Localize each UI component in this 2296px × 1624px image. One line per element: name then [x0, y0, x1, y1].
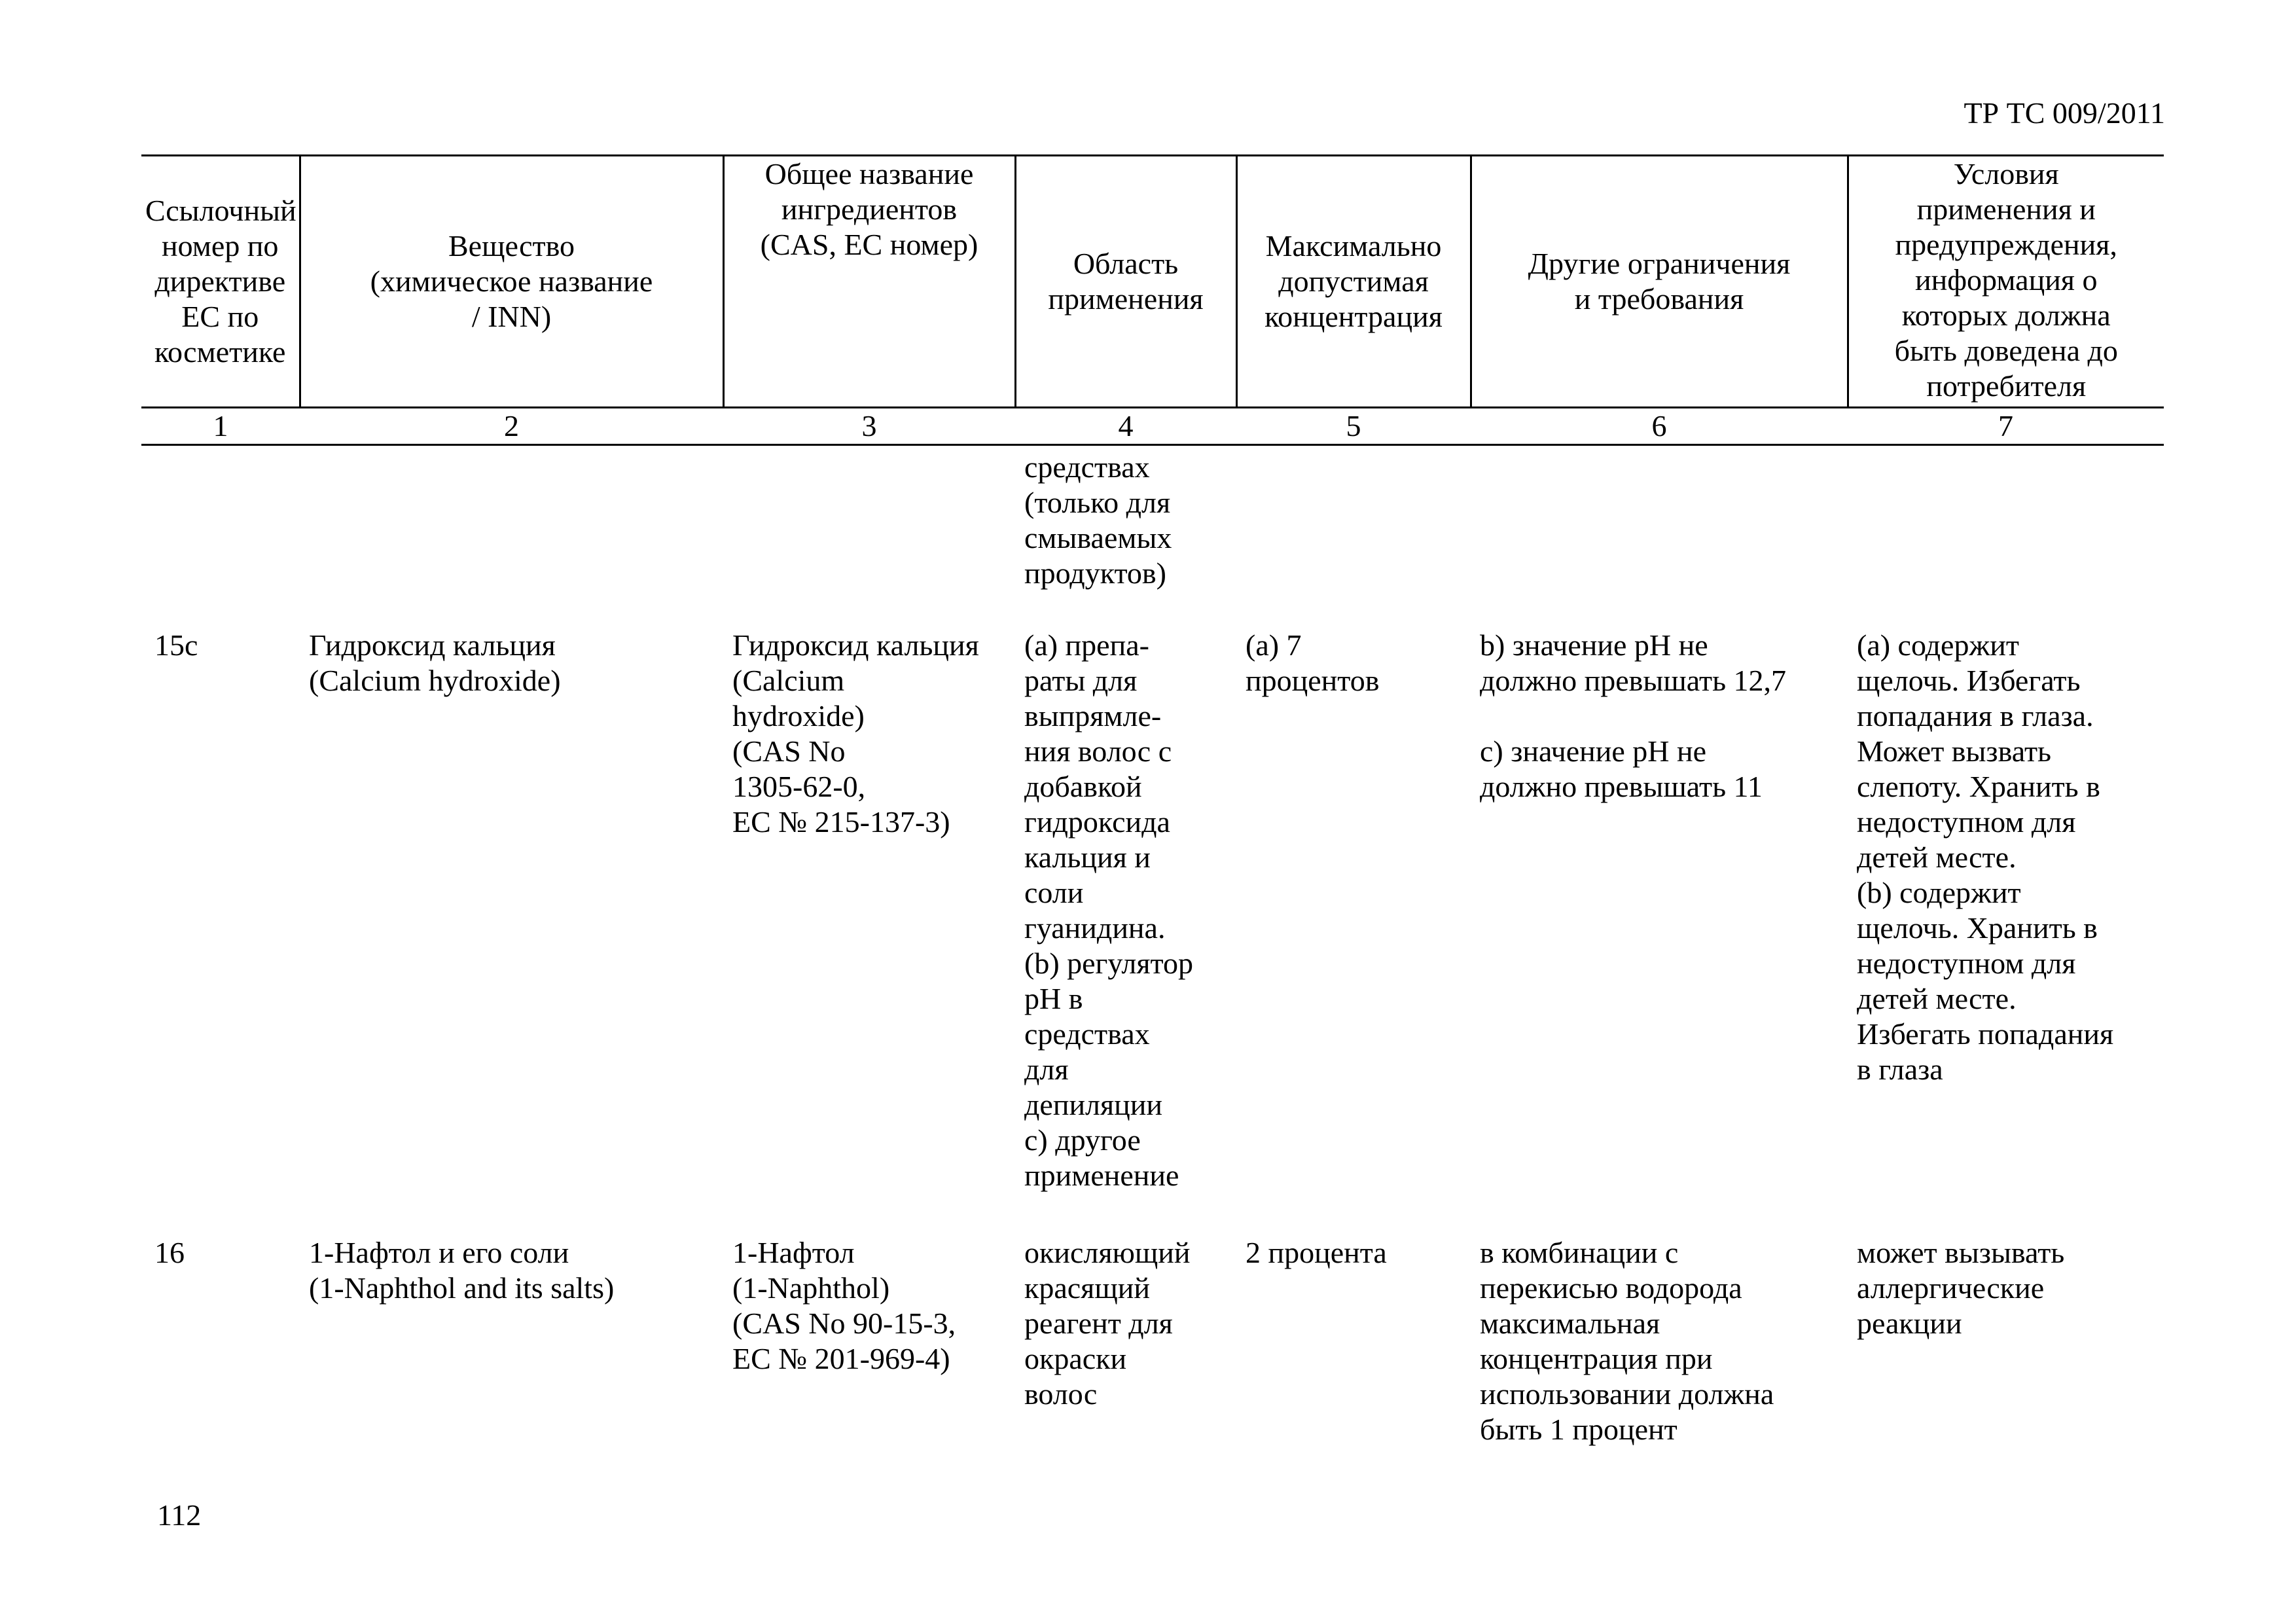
column-number: 5: [1236, 408, 1471, 445]
column-number: 3: [723, 408, 1015, 445]
area-cell: (а) препа- раты для выпрямле- ния волос с добавкой гидроксида кальция и соли гуанидина. (b) регулятор pH в средствах для депиляции с) другое применение: [1024, 628, 1194, 1192]
table-row: [141, 623, 2164, 1230]
other-restrictions-cell: b) значение pH не должно превышать 12,7 с) значение pH не должно превышать 11: [1480, 628, 1787, 803]
page-number: 112: [157, 1498, 202, 1532]
area-cell: окисляющий красящий реагент для окраски волос: [1024, 1236, 1191, 1411]
header-substance: Вещество (химическое название / INN): [300, 156, 723, 408]
substances-table: [141, 154, 2164, 1447]
column-number: 1: [141, 408, 300, 445]
max-concentration-cell: 2 процента: [1246, 1236, 1387, 1269]
header-max-concentration: Максимально допустимая концентрация: [1236, 156, 1471, 408]
column-number: 4: [1015, 408, 1236, 445]
continuation-row: [141, 445, 2164, 607]
ref-number-cell: 15с: [154, 628, 198, 662]
table-row: [141, 1230, 2164, 1447]
max-concentration-cell: (а) 7 процентов: [1246, 628, 1380, 697]
column-number: 6: [1471, 408, 1848, 445]
ref-number-cell: 16: [154, 1236, 185, 1269]
other-restrictions-cell: в комбинации с перекисью водорода максимальная концентрация при использовании должна быть 1 процент: [1480, 1236, 1774, 1446]
header-other-restrictions: Другие ограничения и требования: [1471, 156, 1848, 408]
header-ref-number: Ссылочный номер по директиве ЕС по косметике: [141, 156, 300, 408]
continuation-area-cell: средствах (только для смываемых продуктов): [1024, 450, 1172, 590]
substance-cell: Гидроксид кальция (Calcium hydroxide): [309, 628, 561, 697]
conditions-cell: (а) содержит щелочь. Избегать попадания в глаза. Может вызвать слепоту. Хранить в недоступном для детей месте. (b) содержит щелочь. Хранить в недоступном для детей месте. Избегать попадания в глаза: [1857, 628, 2114, 1086]
header-ingredient: Общее название ингредиентов (CAS, ЕС номер): [723, 156, 1015, 408]
substance-cell: 1-Нафтол и его соли (1-Naphthol and its salts): [309, 1236, 615, 1305]
document-code: ТР ТС 009/2011: [1964, 96, 2165, 130]
header-area: Область применения: [1015, 156, 1236, 408]
column-number: 7: [1848, 408, 2164, 445]
ingredient-cell: 1-Нафтол (1-Naphthol) (CAS No 90-15-3, ЕС № 201-969-4): [732, 1236, 956, 1375]
conditions-cell: может вызывать аллергические реакции: [1857, 1236, 2065, 1340]
column-number: 2: [300, 408, 723, 445]
table-header-row: [141, 156, 2164, 408]
column-number-row: [141, 408, 2164, 445]
header-conditions: Условия применения и предупреждения, информация о которых должна быть доведена до потребителя: [1848, 156, 2164, 408]
ingredient-cell: Гидроксид кальция (Calcium hydroxide) (CAS No 1305-62-0, ЕС № 215-137-3): [732, 628, 979, 839]
